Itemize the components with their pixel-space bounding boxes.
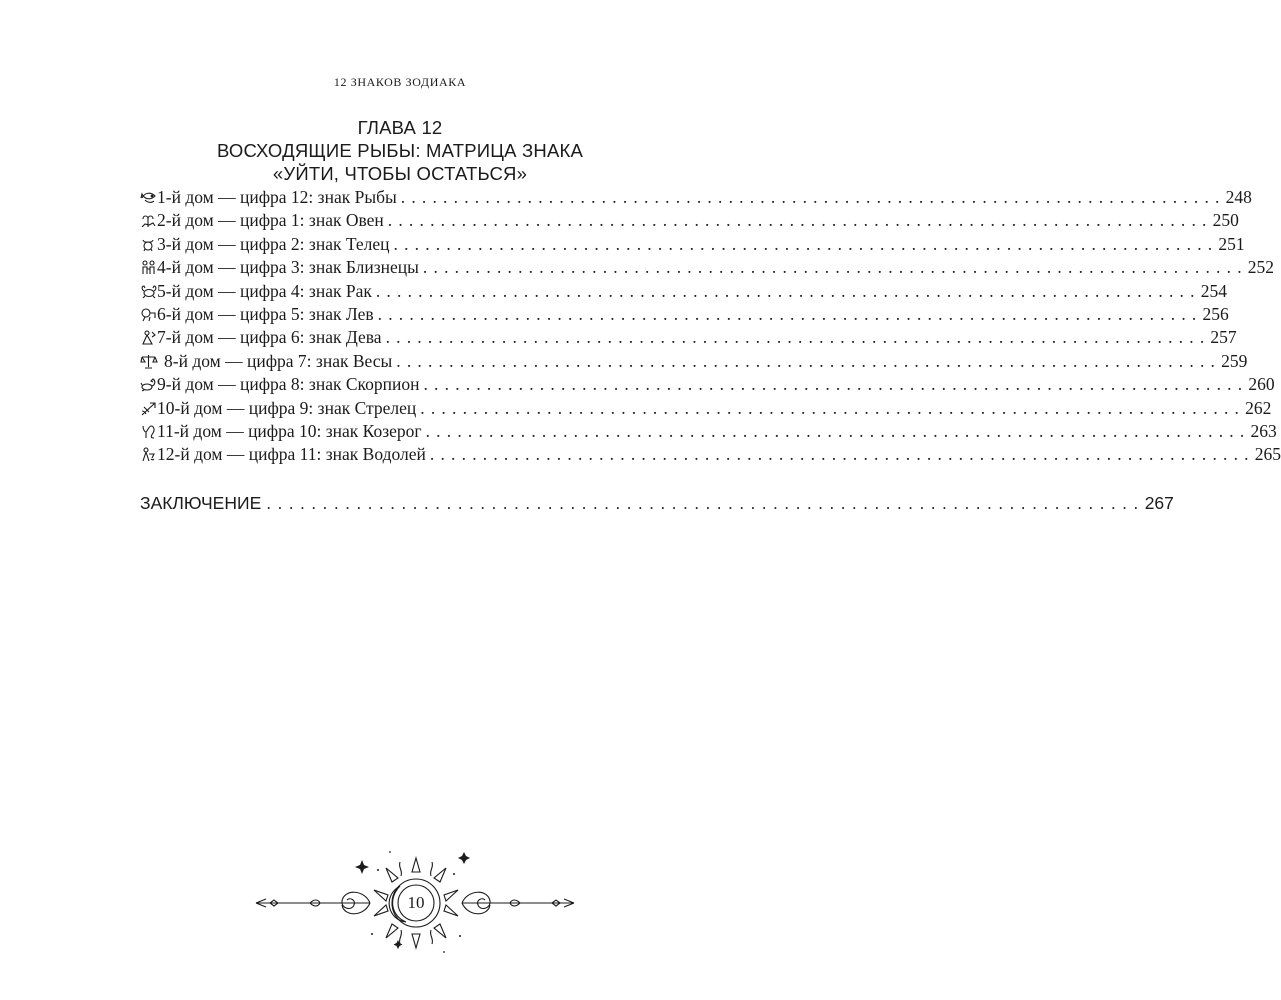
toc-entry[interactable]: 1-й дом — цифра 12: знак Рыбы .............................................................................. 248 bbox=[140, 186, 690, 209]
page-number: 257 bbox=[1210, 327, 1237, 348]
toc-entry[interactable]: 5-й дом — цифра 4: знак Рак .............................................................................. 254 bbox=[140, 280, 690, 303]
chapter-subtitle: «УЙТИ, ЧТОБЫ ОСТАТЬСЯ» bbox=[272, 163, 528, 184]
page-number: 267 bbox=[1144, 493, 1174, 513]
toc-entry[interactable]: 7-й дом — цифра 6: знак Дева .............................................................................. 257 bbox=[140, 326, 690, 349]
page-number: 265 bbox=[1254, 444, 1281, 465]
page-number: 256 bbox=[1202, 303, 1229, 324]
page-number: 262 bbox=[1245, 397, 1272, 418]
dot-leader: .............................................................................. bbox=[420, 397, 1246, 418]
dot-leader: .............................................................................. bbox=[377, 303, 1203, 324]
toc-entry-conclusion[interactable] bbox=[140, 490, 1174, 516]
folio-page-number: 10 bbox=[407, 893, 425, 912]
toc-entry[interactable]: 10-й дом — цифра 9: знак Стрелец .............................................................................. 262 bbox=[140, 397, 690, 420]
footer-ornament bbox=[250, 840, 580, 970]
page-number: 252 bbox=[1247, 257, 1275, 278]
scorpio-icon bbox=[140, 377, 157, 392]
dot-leader: .............................................................................. bbox=[393, 233, 1219, 254]
chapter-heading bbox=[0, 116, 800, 185]
toc-entry[interactable]: 9-й дом — цифра 8: знак Скорпион .............................................................................. 260 bbox=[140, 373, 690, 396]
toc-entry[interactable]: 3-й дом — цифра 2: знак Телец .............................................................................. 251 bbox=[140, 233, 690, 256]
page-number: 254 bbox=[1200, 280, 1227, 301]
chapter-number: ГЛАВА 12 bbox=[357, 117, 443, 138]
toc-entry[interactable]: 6-й дом — цифра 5: знак Лев .............................................................................. 256 bbox=[140, 303, 690, 326]
dot-leader: .............................................................................. bbox=[425, 420, 1251, 441]
gemini-icon bbox=[140, 260, 157, 275]
libra-icon bbox=[140, 354, 164, 369]
page-number: 248 bbox=[1225, 187, 1252, 207]
dot-leader: .............................................................................. bbox=[422, 257, 1248, 278]
sagittarius-icon bbox=[140, 401, 157, 416]
capricorn-icon bbox=[140, 424, 157, 439]
dot-leader: .............................................................................. bbox=[387, 210, 1213, 231]
page-number: 259 bbox=[1221, 350, 1248, 371]
running-head: 12 ЗНАКОВ ЗОДИАКА bbox=[333, 75, 467, 89]
virgo-icon bbox=[140, 330, 157, 345]
dot-leader: .............................................................................. bbox=[385, 327, 1211, 348]
leo-icon bbox=[140, 307, 157, 322]
table-of-contents bbox=[140, 186, 1281, 467]
conclusion-title: ЗАКЛЮЧЕНИЕ bbox=[140, 493, 262, 513]
dot-leader: .............................................................................. bbox=[396, 350, 1222, 371]
toc-entry[interactable]: 12-й дом — цифра 11: знак Водолей .............................................................................. 265 bbox=[140, 443, 690, 466]
toc-entry[interactable]: 4-й дом — цифра 3: знак Близнецы .............................................................................. 252 bbox=[140, 256, 690, 279]
taurus-icon bbox=[140, 237, 157, 252]
toc-entry[interactable]: 2-й дом — цифра 1: знак Овен .............................................................................. 250 bbox=[140, 209, 690, 232]
toc-entry[interactable]: 11-й дом — цифра 10: знак Козерог .............................................................................. 263 bbox=[140, 420, 690, 443]
cancer-icon bbox=[140, 284, 157, 299]
dot-leader: .............................................................................. bbox=[423, 374, 1249, 395]
dot-leader: .............................................................................. bbox=[400, 187, 1226, 207]
page-number: 250 bbox=[1212, 210, 1239, 231]
chapter-title: ВОСХОДЯЩИЕ РЫБЫ: МАТРИЦА ЗНАКА bbox=[216, 140, 584, 161]
dot-leader: .............................................................................. bbox=[375, 280, 1201, 301]
aquarius-icon bbox=[140, 447, 157, 462]
toc-entry[interactable]: 8-й дом — цифра 7: знак Весы .............................................................................. 259 bbox=[140, 350, 690, 373]
page-number: 251 bbox=[1218, 233, 1245, 254]
dot-leader: .............................................................................. bbox=[429, 444, 1255, 465]
pisces-icon bbox=[140, 190, 157, 205]
dot-leader: .............................................................................. bbox=[266, 493, 1145, 513]
aries-icon bbox=[140, 213, 157, 228]
page-number: 263 bbox=[1250, 420, 1277, 441]
page-number: 260 bbox=[1248, 374, 1275, 395]
